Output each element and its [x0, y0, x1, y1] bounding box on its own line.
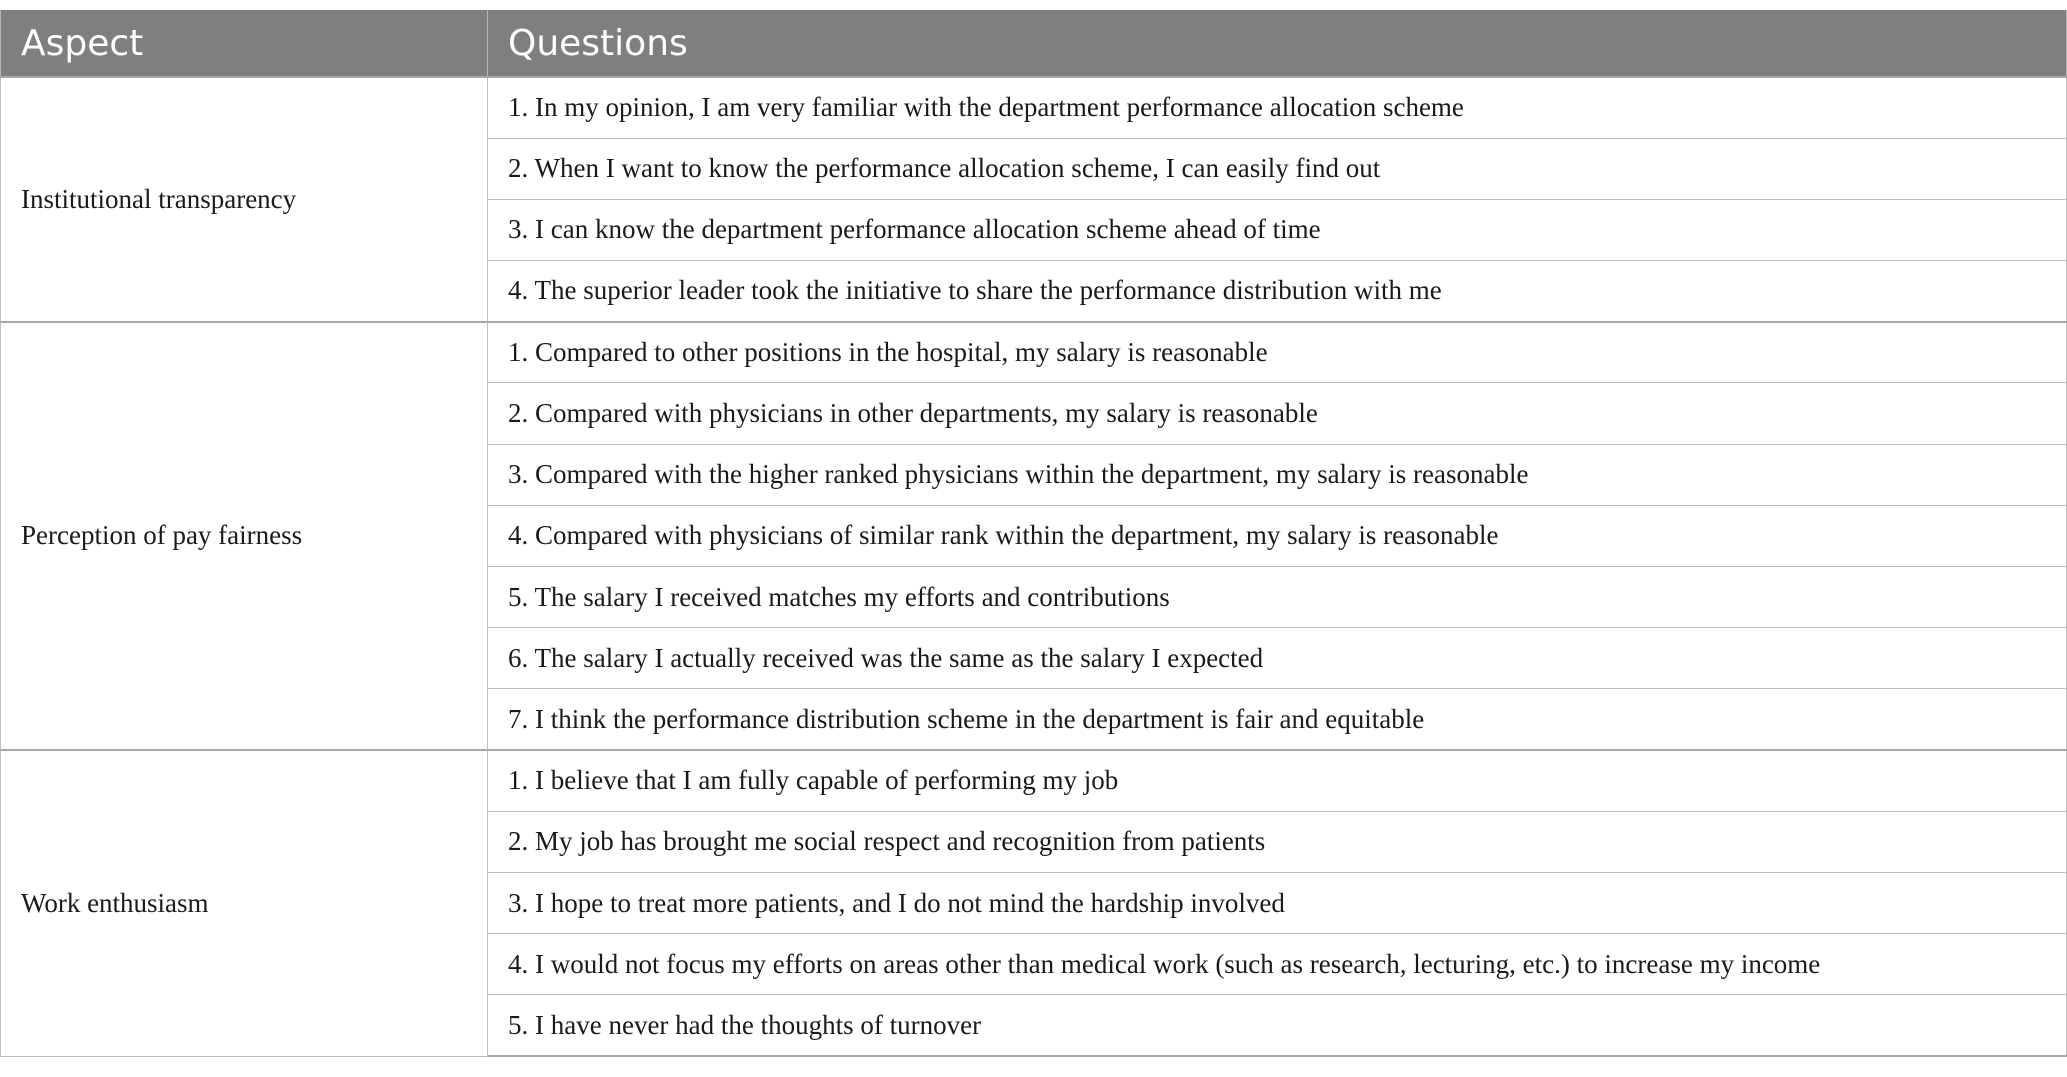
header-row	[1, 10, 2067, 77]
question-cell: 4. I would not focus my efforts on areas other than medical work (such as research, lecturing, etc.) to increase my income	[488, 934, 2067, 995]
aspect-cell-perception-of-pay-fairness: Perception of pay fairness	[1, 322, 488, 750]
question-cell: 2. My job has brought me social respect and recognition from patients	[488, 811, 2067, 872]
table-body	[1, 77, 2067, 1056]
table-row	[1, 77, 2067, 138]
header-questions: Questions	[488, 10, 2067, 77]
questionnaire-table	[0, 10, 2067, 1057]
table-row	[1, 322, 2067, 383]
question-cell: 3. I hope to treat more patients, and I do not mind the hardship involved	[488, 872, 2067, 933]
question-cell: 1. I believe that I am fully capable of performing my job	[488, 750, 2067, 811]
question-cell: 3. I can know the department performance allocation scheme ahead of time	[488, 199, 2067, 260]
question-cell: 6. The salary I actually received was the same as the salary I expected	[488, 628, 2067, 689]
question-cell: 2. When I want to know the performance allocation scheme, I can easily find out	[488, 138, 2067, 199]
question-cell: 5. The salary I received matches my efforts and contributions	[488, 567, 2067, 628]
question-cell: 2. Compared with physicians in other departments, my salary is reasonable	[488, 383, 2067, 444]
aspect-cell-work-enthusiasm: Work enthusiasm	[1, 750, 488, 1056]
question-cell: 4. Compared with physicians of similar rank within the department, my salary is reasonable	[488, 505, 2067, 566]
question-cell: 5. I have never had the thoughts of turnover	[488, 995, 2067, 1056]
table-row	[1, 750, 2067, 811]
aspect-cell-institutional-transparency: Institutional transparency	[1, 77, 488, 322]
question-cell: 7. I think the performance distribution scheme in the department is fair and equitable	[488, 689, 2067, 750]
question-cell: 1. In my opinion, I am very familiar with the department performance allocation scheme	[488, 77, 2067, 138]
header-aspect: Aspect	[1, 10, 488, 77]
question-cell: 3. Compared with the higher ranked physicians within the department, my salary is reasonable	[488, 444, 2067, 505]
table-header	[1, 10, 2067, 77]
question-cell: 4. The superior leader took the initiative to share the performance distribution with me	[488, 261, 2067, 322]
question-cell: 1. Compared to other positions in the hospital, my salary is reasonable	[488, 322, 2067, 383]
